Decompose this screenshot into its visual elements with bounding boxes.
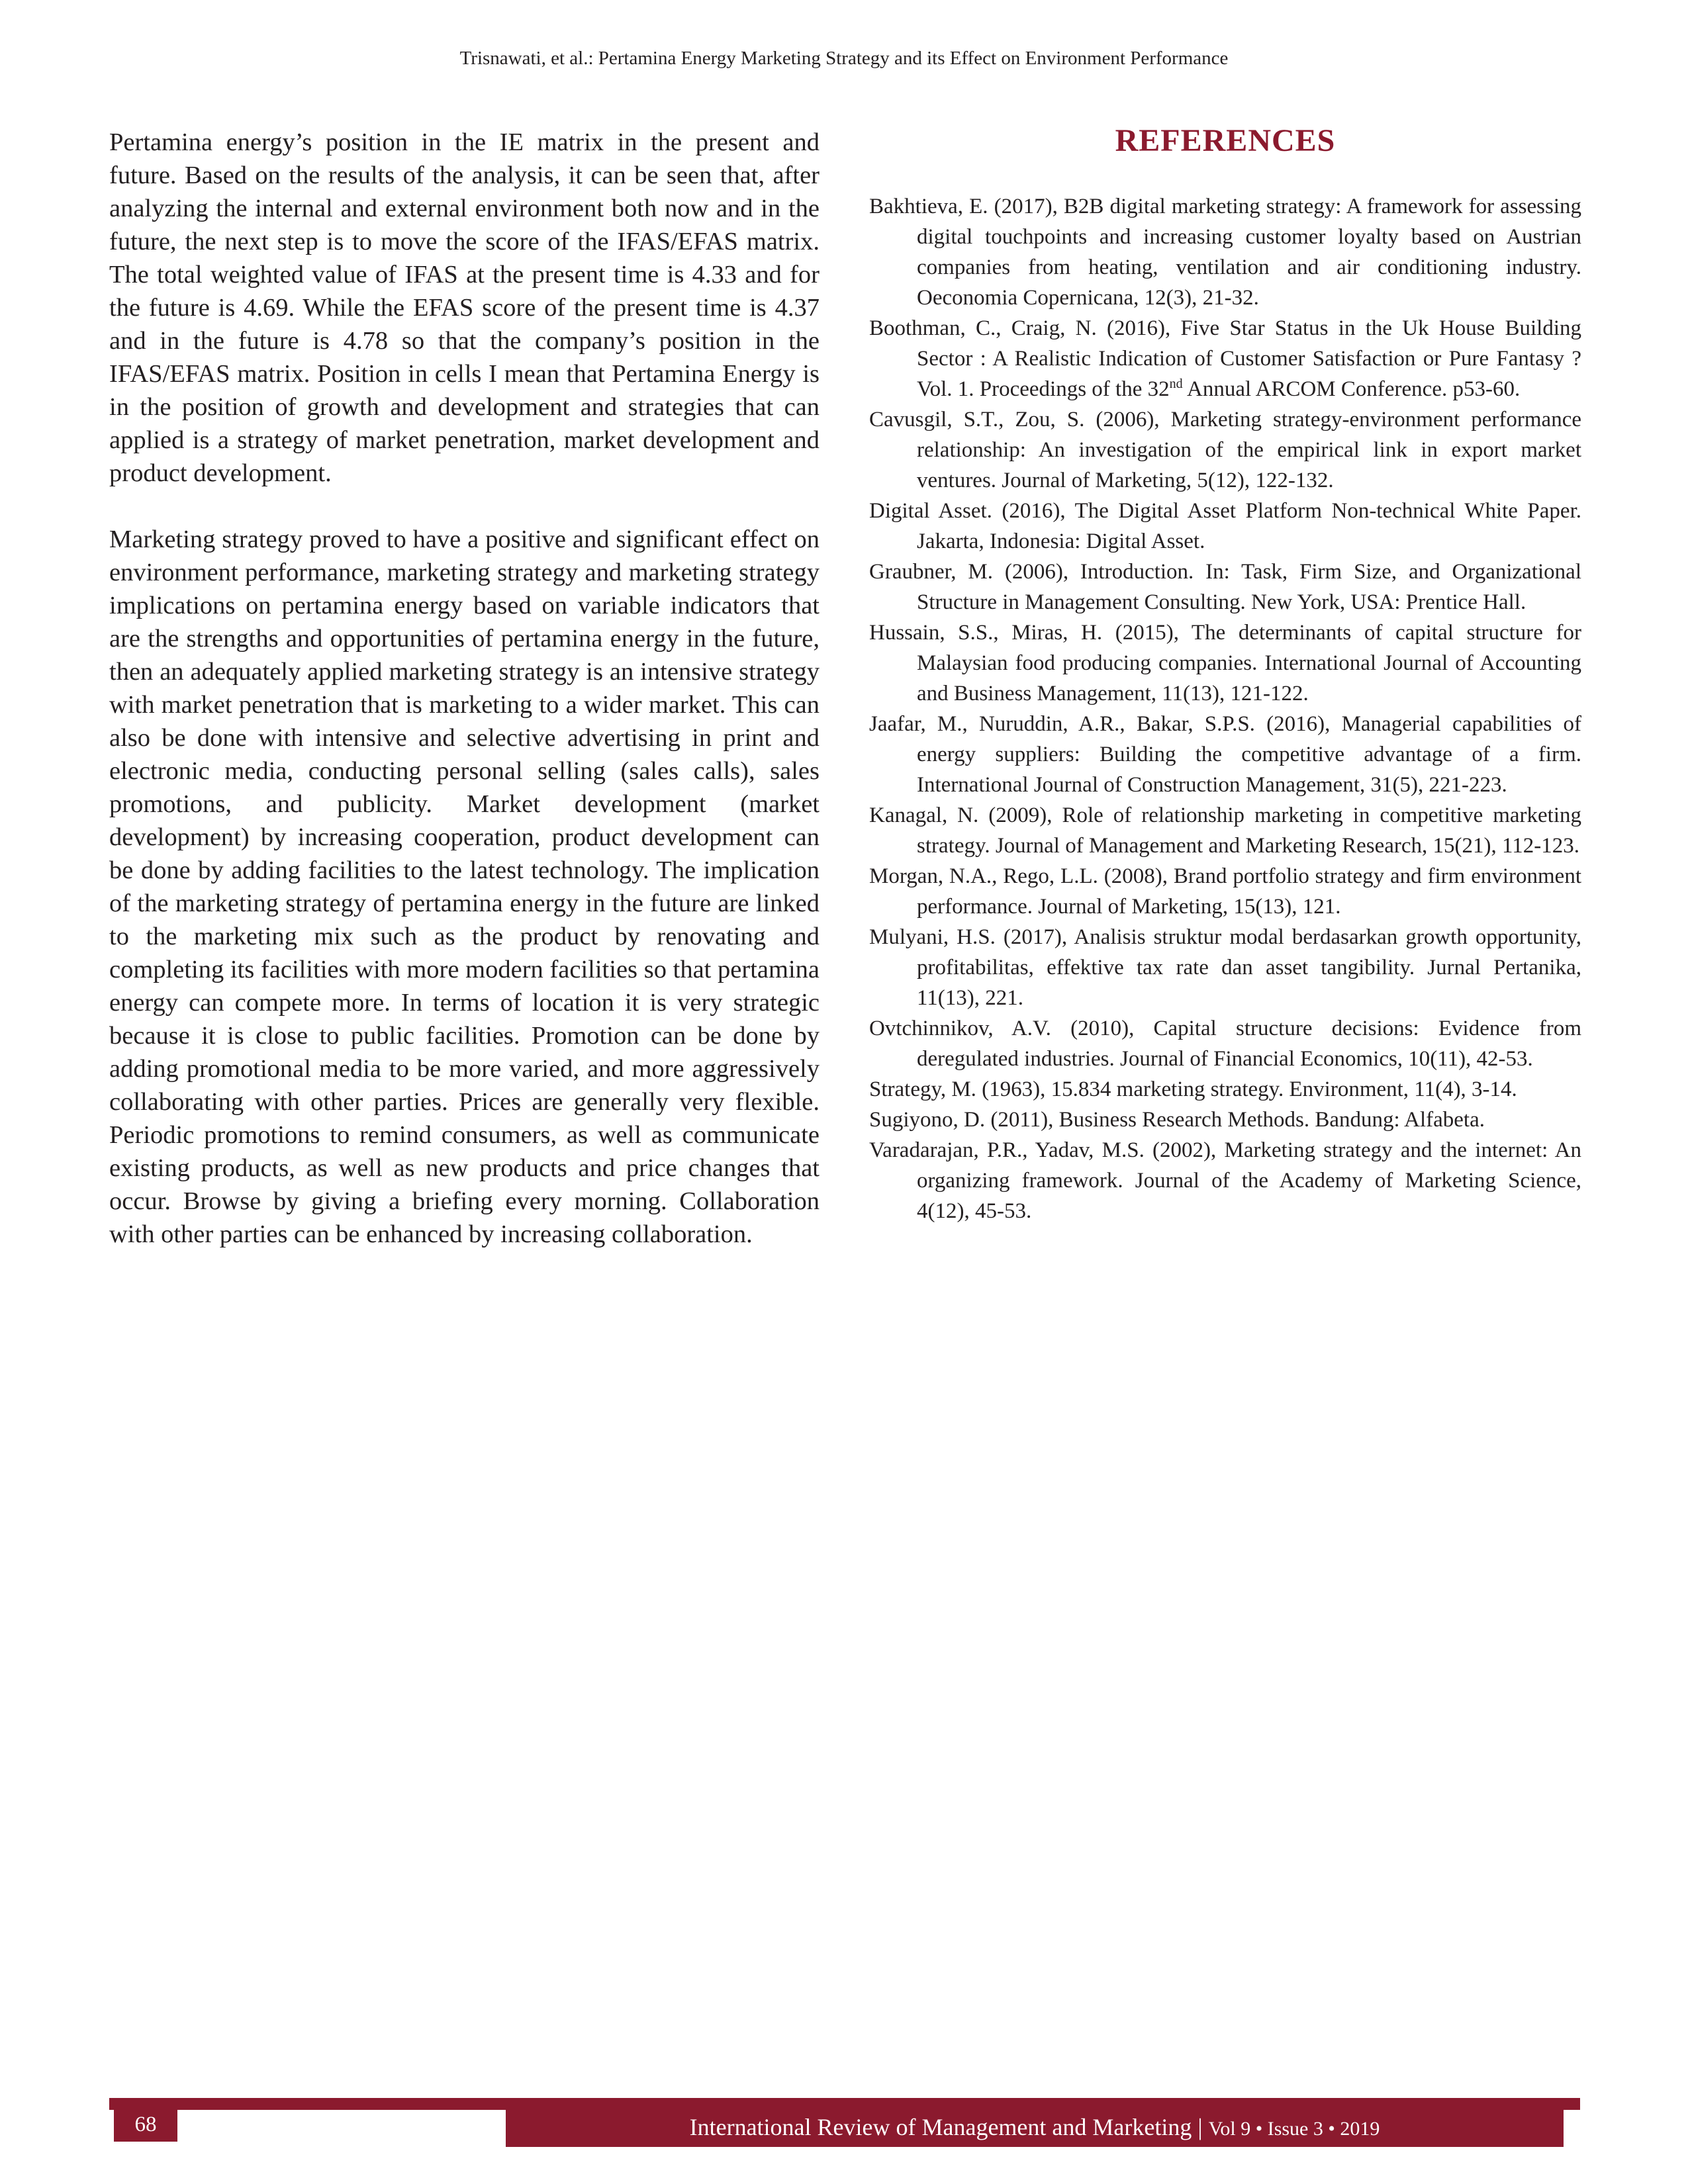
- reference-item: Cavusgil, S.T., Zou, S. (2006), Marketing strategy-environment performance relationship: An investigation of the empirical link in export market ventures. Journal of Marketing, 5(12), 122-132.: [869, 408, 1581, 492]
- body-paragraph: Marketing strategy proved to have a positive and significant effect on environment performance, marketing strategy and marketing strategy implications on pertamina energy based on variable indicators that are the strengths and opportunities of pertamina energy in the future, then an adequately applied marketing strategy is an intensive strategy with market penetration that is marketing to a wider market. This can also be done with intensive and selective advertising in print and electronic media, conducting personal selling (sales calls), sales promotions, and publicity. Market development (market development) by increasing cooperation, product development can be done by adding facilities to the latest technology. The implication of the marketing strategy of pertamina energy in the future are linked to the marketing mix such as the product by renovating and completing its facilities with more modern facilities so that pertamina energy can compete more. In terms of location it is very strategic because it is close to public facilities. Promotion can be done by adding promotional media to be more varied, and more aggressively collaborating with other parties. Prices are generally very flexible. Periodic promotions to remind consumers, as well as communicate existing products, as well as new products and price changes that occur. Browse by giving a briefing every morning. Collaboration with other parties can be enhanced by increasing collaboration.: [109, 525, 820, 1248]
- journal-name: International Review of Management and Marketing: [689, 2114, 1192, 2140]
- reference-item: Morgan, N.A., Rego, L.L. (2008), Brand portfolio strategy and firm environment performance. Journal of Marketing, 15(13), 121.: [869, 864, 1581, 919]
- reference-item: Varadarajan, P.R., Yadav, M.S. (2002), Marketing strategy and the internet: An organizing framework. Journal of the Academy of Marketing Science, 4(12), 45-53.: [869, 1138, 1581, 1223]
- reference-item: [869, 313, 1581, 404]
- references-heading: REFERENCES: [1115, 123, 1336, 158]
- footer-separator: |: [1192, 2114, 1209, 2140]
- reference-item: Strategy, M. (1963), 15.834 marketing strategy. Environment, 11(4), 3-14.: [869, 1077, 1517, 1101]
- reference-superscript: nd: [1169, 377, 1183, 391]
- issue-info: Vol 9 • Issue 3 • 2019: [1208, 2118, 1380, 2140]
- reference-item: Sugiyono, D. (2011), Business Research Methods. Bandung: Alfabeta.: [869, 1108, 1485, 1132]
- reference-item: Hussain, S.S., Miras, H. (2015), The determinants of capital structure for Malaysian food producing companies. International Journal of Accounting and Business Management, 11(13), 121-122.: [869, 621, 1581, 705]
- body-paragraph: Pertamina energy’s position in the IE matrix in the present and future. Based on the results of the analysis, it can be seen that, after analyzing the internal and external environment both now and in the future, the next step is to move the score of the IFAS/EFAS matrix. The total weighted value of IFAS at the present time is 4.33 and for the future is 4.69. While the EFAS score of the present time is 4.37 and in the future is 4.78 so that the company’s position in the IFAS/EFAS matrix. Position in cells I mean that Pertamina Energy is in the position of growth and development and strategies that can applied is a strategy of market penetration, market development and product development.: [109, 128, 820, 487]
- reference-text: Annual ARCOM Conference. p53-60.: [1182, 377, 1521, 401]
- running-header: Trisnawati, et al.: Pertamina Energy Marketing Strategy and its Effect on Environment Performance: [459, 48, 1229, 69]
- reference-item: Kanagal, N. (2009), Role of relationship marketing in competitive marketing strategy. Journal of Management and Marketing Research, 15(21), 112-123.: [869, 803, 1581, 858]
- journal-footer: [506, 2107, 1564, 2147]
- body-column: [109, 126, 820, 1251]
- reference-item: Jaafar, M., Nuruddin, A.R., Bakar, S.P.S. (2016), Managerial capabilities of energy suppliers: Building the competitive advantage of a firm. International Journal of Construction Management, 31(5), 221-223.: [869, 712, 1581, 797]
- reference-text: Boothman, C., Craig, N. (2016), Five Star Status in the Uk House Building Sector : A Realistic Indication of Customer Satisfaction or Pure Fantasy ? Vol. 1. Proceedings of the 32: [869, 316, 1581, 401]
- page-number: 68: [114, 2107, 177, 2142]
- reference-item: Ovtchinnikov, A.V. (2010), Capital structure decisions: Evidence from deregulated industries. Journal of Financial Economics, 10(11), 42-53.: [869, 1017, 1581, 1071]
- reference-item: Graubner, M. (2006), Introduction. In: Task, Firm Size, and Organizational Structure in Management Consulting. New York, USA: Prentice Hall.: [869, 560, 1581, 614]
- reference-item: Bakhtieva, E. (2017), B2B digital marketing strategy: A framework for assessing digital touchpoints and increasing customer loyalty based on Austrian companies from heating, ventilation and air conditioning industry. Oeconomia Copernicana, 12(3), 21-32.: [869, 195, 1581, 310]
- reference-item: Mulyani, H.S. (2017), Analisis struktur modal berdasarkan growth opportunity, profitabilitas, effektive tax rate dan asset tangibility. Jurnal Pertanika, 11(13), 221.: [869, 925, 1581, 1010]
- references-column: [869, 121, 1581, 1226]
- reference-list: [869, 191, 1581, 1226]
- reference-item: Digital Asset. (2016), The Digital Asset Platform Non-technical White Paper. Jakarta, Indonesia: Digital Asset.: [869, 499, 1581, 553]
